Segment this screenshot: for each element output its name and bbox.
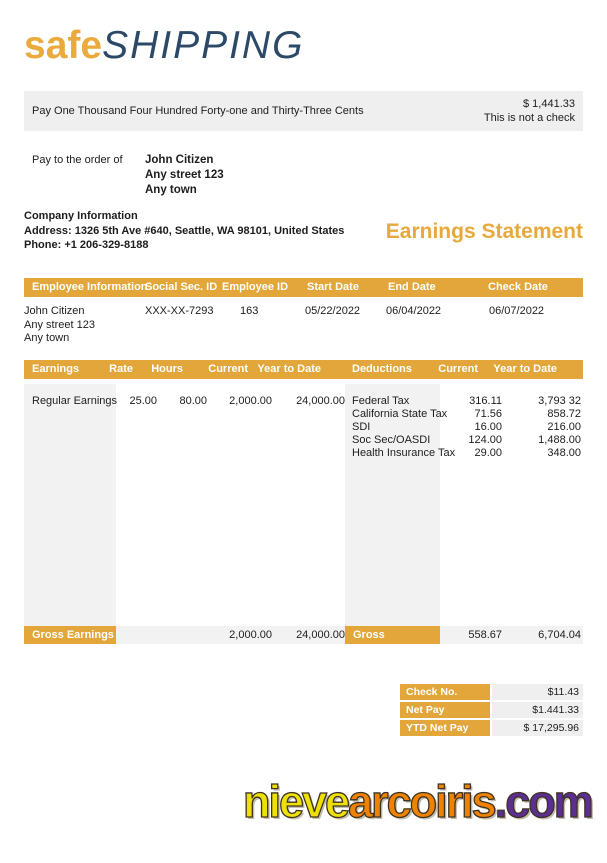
deduction-ytd: 858.72	[547, 408, 581, 420]
col-employee-id: Employee ID	[222, 281, 289, 293]
earning-ytd: 24,000.00	[296, 395, 345, 407]
earning-name: Regular Earnings	[32, 395, 117, 407]
amount-in-words: Pay One Thousand Four Hundred Forty-one and Thirty-Three Cents	[32, 105, 364, 117]
gross-earnings-current: 2,000.00	[229, 629, 272, 641]
pay-to-label: Pay to the order of	[32, 154, 123, 166]
not-a-check-note: This is not a check	[483, 112, 575, 124]
company-phone: Phone: +1 206-329-8188	[24, 239, 149, 251]
end-date: 06/04/2022	[386, 305, 442, 317]
col-social-sec-id: Social Sec. ID	[145, 281, 218, 293]
employee-name: John Citizen	[24, 305, 85, 317]
deduction-ytd: 3,793 32	[538, 395, 581, 407]
amount-block	[484, 97, 575, 125]
gross-deductions-ytd: 6,704.04	[538, 629, 581, 641]
summary-value: $1.441.33	[492, 702, 583, 718]
col-deductions: Deductions	[352, 363, 412, 375]
payee-address-block	[145, 153, 224, 198]
watermark-part-arcoiris: arcoiris	[348, 776, 495, 827]
brand-logo-shipping: SHIPPING	[102, 24, 305, 67]
start-date: 05/22/2022	[305, 305, 361, 317]
earning-hours: 80.00	[179, 395, 207, 407]
deduction-current: 316.11	[469, 395, 502, 407]
company-info-title: Company Information	[24, 210, 138, 222]
gross-values-row	[0, 626, 607, 644]
gross-earnings-label: Gross Earnings	[24, 626, 116, 644]
col-deductions-ytd: Year to Date	[493, 363, 557, 375]
earnings-table-header	[24, 360, 583, 379]
col-hours: Hours	[151, 363, 183, 375]
deduction-current: 29.00	[474, 447, 502, 459]
company-info-block	[24, 209, 344, 253]
summary-value: $ 17,295.96	[492, 720, 583, 736]
deduction-ytd: 216.00	[547, 421, 581, 433]
col-end-date: End Date	[388, 281, 436, 293]
summary-row-check-no	[0, 684, 607, 700]
payee-street: Any street 123	[145, 169, 224, 181]
col-check-date: Check Date	[488, 281, 548, 293]
deduction-current: 124.00	[468, 434, 502, 446]
deduction-ytd: 348.00	[547, 447, 581, 459]
deduction-name: Health Insurance Tax	[352, 447, 456, 459]
employee-street: Any street 123	[24, 318, 95, 331]
check-amount-bar	[24, 91, 583, 131]
employee-name-address	[24, 305, 95, 346]
page-title: Earnings Statement	[385, 220, 583, 243]
employee-table-header	[24, 278, 583, 297]
col-earnings: Earnings	[32, 363, 80, 375]
deduction-name: Federal Tax	[352, 395, 410, 407]
payee-town: Any town	[145, 184, 197, 196]
summary-label: Check No.	[400, 684, 490, 700]
company-address: Address: 1326 5th Ave #640, Seattle, WA 98101, United States	[24, 224, 345, 237]
summary-label: YTD Net Pay	[400, 720, 490, 736]
summary-row-ytd-net-pay	[0, 720, 607, 736]
col-current: Current	[208, 363, 248, 375]
deduction-name: California State Tax	[352, 408, 448, 420]
col-start-date: Start Date	[307, 281, 359, 293]
earnings-name-column-bg	[24, 384, 116, 626]
payee-name: John Citizen	[145, 154, 214, 166]
earning-current: 2,000.00	[229, 395, 272, 407]
gross-deductions-label: Gross Deductions	[345, 626, 440, 644]
col-year-to-date: Year to Date	[257, 363, 321, 375]
summary-label: Net Pay	[400, 702, 490, 718]
employee-town: Any town	[24, 332, 70, 344]
col-deductions-current: Current	[438, 363, 478, 375]
summary-row-net-pay	[0, 702, 607, 718]
deduction-current: 71.56	[474, 408, 502, 420]
earning-rate: 25.00	[129, 395, 157, 407]
watermark-part-nieve: nieve	[243, 776, 349, 827]
watermark-part-com: .com	[494, 776, 592, 827]
amount-numeric: $ 1,441.33	[523, 98, 575, 110]
check-date: 06/07/2022	[489, 305, 545, 317]
site-watermark	[243, 776, 592, 828]
summary-value: $11.43	[492, 684, 583, 700]
gross-deductions-current: 558.67	[468, 629, 502, 641]
brand-logo-safe: safe	[24, 24, 103, 67]
brand-logo	[24, 24, 304, 68]
col-employee-information: Employee Information	[32, 281, 148, 293]
gross-earnings-ytd: 24,000.00	[296, 629, 345, 641]
employee-id: 163	[240, 305, 259, 317]
col-rate: Rate	[109, 363, 133, 375]
employee-ssn: XXX-XX-7293	[145, 305, 214, 317]
deduction-name: Soc Sec/OASDI	[352, 434, 431, 446]
deduction-name: SDI	[352, 421, 371, 433]
deduction-current: 16.00	[474, 421, 502, 433]
deduction-ytd: 1,488.00	[538, 434, 581, 446]
